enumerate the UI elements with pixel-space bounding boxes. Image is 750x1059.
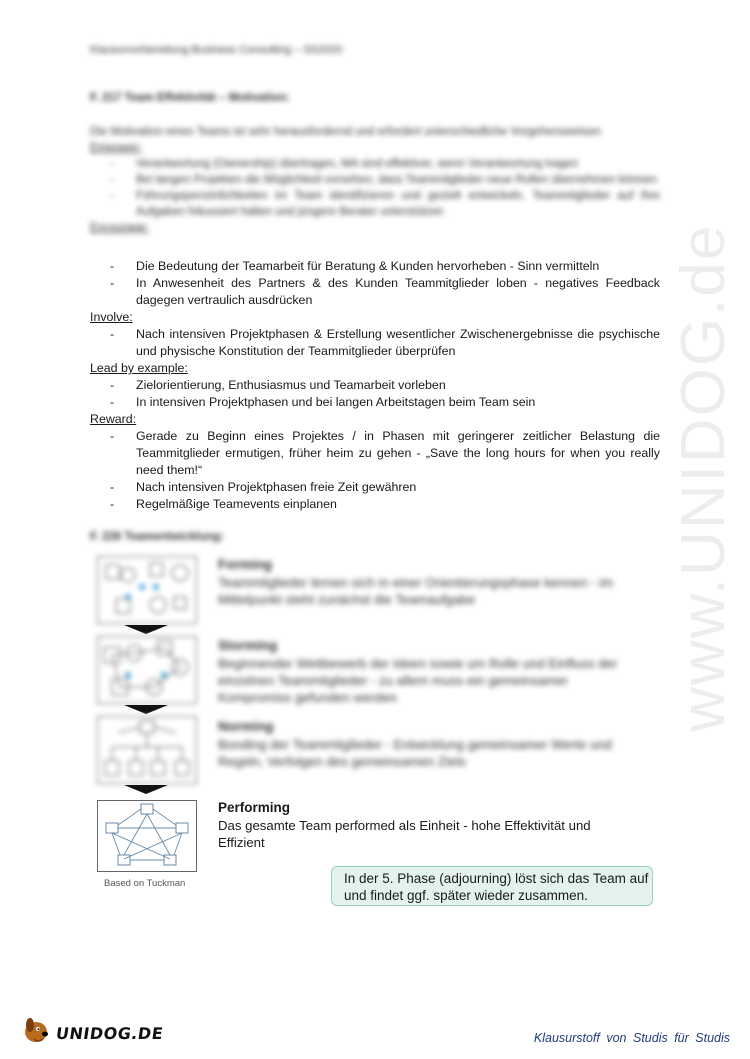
performing-diagram bbox=[97, 800, 197, 872]
subheading-lead-by-example: Lead by example: bbox=[90, 361, 188, 375]
footer-tagline: Klausurstoff von Studis für Studis bbox=[533, 1031, 730, 1045]
unidog-logo[interactable] bbox=[22, 1012, 165, 1048]
stage-desc-forming: Teammitglieder lernen sich in einer Orientierungsphase kennen - im Mittelpunkt steht zunächst die Teamaufgabe bbox=[218, 575, 614, 607]
subheading-empower: Empower: bbox=[90, 142, 142, 154]
blurred-block bbox=[90, 124, 660, 236]
section-title-motivation: F. 217 Team Effektivität – Motivation: bbox=[90, 92, 290, 104]
performing-graphic bbox=[98, 801, 196, 871]
section-title-team-development: F. 226 Teamentwicklung: bbox=[90, 531, 224, 543]
stage-title-storming: Storming bbox=[218, 638, 278, 653]
stage-desc-storming: Beginnender Wettbewerb der Ideen sowie um Rolle und Einfluss der einzelnen Teammitglieder - zu allem muss ein gemeinsamer Kompromiss gefunden werden bbox=[218, 656, 618, 705]
stage-desc-performing: Das gesamte Team performed als Einheit - hohe Effektivität und Effizient bbox=[218, 818, 591, 850]
list-item: - Verantwortung (Ownership) übertragen, MA sind effektiver, wenn Verantwortung tragen bbox=[110, 158, 579, 170]
subheading-involve: Involve: bbox=[90, 310, 133, 324]
storming-graphic bbox=[98, 637, 196, 703]
stage-title-forming: Forming bbox=[218, 557, 272, 572]
list-item: - Die Bedeutung der Teamarbeit für Beratung & Kunden hervorheben - Sinn vermitteln bbox=[110, 259, 600, 273]
document-header: Klausurvorbereitung Business Consulting – SS2020 bbox=[90, 44, 343, 56]
arrow-down-icon bbox=[124, 705, 168, 714]
adjourning-callout: In der 5. Phase (adjourning) löst sich das Team auf und findet ggf. später wieder zusammen. bbox=[331, 866, 653, 906]
list-item: - Zielorientierung, Enthusiasmus und Teamarbeit vorleben bbox=[110, 378, 446, 392]
lead-list bbox=[90, 377, 660, 411]
diagram-caption: Based on Tuckman bbox=[104, 878, 186, 889]
stage-title-norming: Norming bbox=[218, 719, 274, 734]
intro-text: Die Motivation eines Teams ist sehr herausfordernd und erfordert unterschiedliche Vorgehensweisen bbox=[90, 126, 602, 138]
list-item: - In intensiven Projektphasen und bei langen Arbeitstagen beim Team sein bbox=[110, 395, 536, 409]
empower-list bbox=[90, 156, 660, 220]
arrow-down-icon bbox=[124, 625, 168, 634]
forming-graphic bbox=[98, 557, 196, 623]
list-item: - Gerade zu Beginn eines Projektes / in Phasen mit geringerer zeitlicher Belastung die Teammitglieder ermutigen, früher heim zu gehen - „Save the long hours for when you really need them!“ bbox=[110, 429, 660, 477]
involve-list bbox=[90, 326, 660, 360]
norming-diagram bbox=[97, 716, 197, 784]
subheading-encourage: Encourage: bbox=[90, 222, 149, 234]
storming-diagram bbox=[97, 636, 197, 704]
stage-title-performing: Performing bbox=[218, 800, 291, 815]
reward-list bbox=[90, 428, 660, 513]
forming-diagram bbox=[97, 556, 197, 624]
arrow-down-icon bbox=[124, 785, 168, 794]
watermark: www.UNIDOG.de bbox=[669, 223, 738, 732]
list-item: - Nach intensiven Projektphasen freie Zeit gewähren bbox=[110, 480, 417, 494]
list-item: - Nach intensiven Projektphasen & Erstellung wesentlicher Zwischenergebnisse die psychische und physische Konstitution der Teammitglieder überprüfen bbox=[110, 327, 660, 358]
stage-desc-norming: Bonding der Teammitglieder - Entwicklung gemeinsamer Werte und Regeln, Verfolgen des gemeinsamen Ziels bbox=[218, 737, 612, 769]
encourage-list bbox=[90, 258, 660, 309]
list-item: - Bei langen Projekten die Möglichkeit vorsehen, dass Teammitglieder neue Rollen übernehmen können bbox=[110, 174, 657, 186]
logo-text: UNIDOG.DE bbox=[54, 1024, 165, 1043]
motivation-content bbox=[90, 258, 660, 513]
norming-graphic bbox=[98, 717, 196, 783]
subheading-reward: Reward: bbox=[90, 412, 137, 426]
list-item: - Führungspersönlichkeiten im Team identifizieren und gezielt entwickeln, Teammitglieder auf ihre Aufgaben fokussiert halten und jüngere Berater unterstützen bbox=[110, 190, 660, 218]
list-item: - In Anwesenheit des Partners & des Kunden Teammitglieder loben - negatives Feedback dagegen vertraulich ausdrücken bbox=[110, 276, 660, 307]
list-item: - Regelmäßige Teamevents einplanen bbox=[110, 497, 337, 511]
